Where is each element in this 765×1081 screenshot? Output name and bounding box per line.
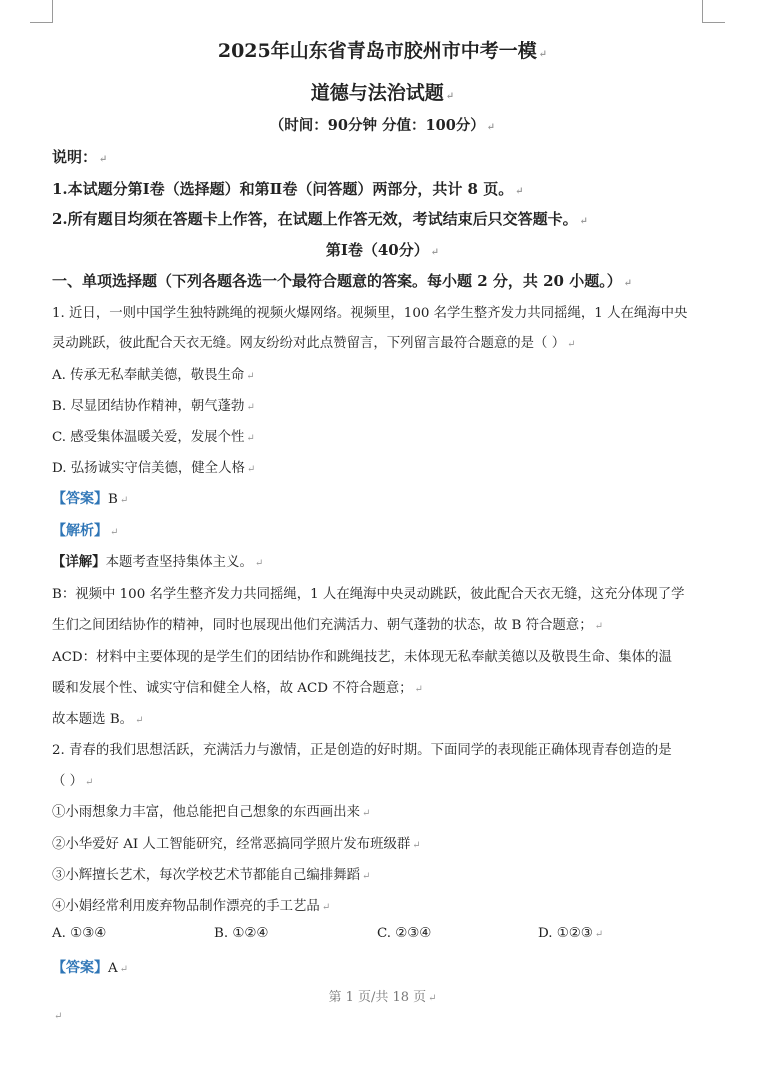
q1-option-d: D. 弘扬诚实守信美德，健全人格 ↵ (52, 461, 256, 476)
crop-mark-top-right (702, 0, 725, 23)
section-heading: 一、单项选择题（下列各题各选一个最符合题意的答案。每小题 2 分，共 20 小题。） ↵ (52, 272, 633, 290)
crop-mark-top-left (30, 0, 53, 23)
q1-option-a: A. 传承无私奉献美德，敬畏生命 ↵ (52, 368, 255, 383)
q1-conclusion: 故本题选 B。 ↵ (52, 712, 144, 727)
q1-stem-line2: 灵动跳跃，彼此配合天衣无缝。网友纷纷对此点赞留言，下列留言最符合题意的是（ ） ↵ (52, 336, 576, 351)
q2-option-d: D. ①②③ ↵ (538, 926, 604, 941)
q2-stem-line2: （ ） ↵ (52, 774, 94, 789)
q2-stem-line1: 2. 青春的我们思想活跃，充满活力与激情，正是创造的好时期。下面同学的表现能正确体现青春创造的是 (52, 743, 672, 758)
instruction-item-2: 2.所有题目均须在答题卡上作答，在试题上作答无效，考试结束后只交答题卡。 ↵ (52, 210, 589, 228)
q2-option-b: B. ①②④ (214, 926, 269, 941)
document-title: 2025年山东省青岛市胶州市中考一模 ↵ (217, 40, 548, 62)
page-number: 第 1 页/共 18 页 ↵ (328, 990, 437, 1005)
instruction-item-1: 1.本试题分第Ⅰ卷（选择题）和第Ⅱ卷（问答题）两部分，共计 8 页。 ↵ (52, 180, 524, 198)
q2-item-2: ②小华爱好 AI 人工智能研究，经常恶搞同学照片发布班级群 ↵ (52, 837, 421, 852)
part-heading: 第Ⅰ卷（40分） ↵ (325, 241, 440, 259)
document-subtitle: 道德与法治试题 ↵ (310, 82, 455, 104)
q1-option-b: B. 尽显团结协作精神，朝气蓬勃 ↵ (52, 399, 255, 414)
q1-answer: 【答案】B ↵ (52, 491, 129, 507)
q1-analysis-label: 【解析】 ↵ (52, 523, 119, 539)
exam-meta: （时间：90分钟 分值：100分） ↵ (269, 117, 496, 134)
instructions-label: 说明： ↵ (52, 148, 108, 166)
q1-stem-line1: 1. 近日，一则中国学生独特跳绳的视频火爆网络。视频里，100 名学生整齐发力共同摇绳，1 人在绳海中央 (52, 306, 688, 321)
q2-answer: 【答案】A ↵ (52, 960, 129, 976)
q1-exp1-line2: 生们之间团结协作的精神，同时也展现出他们充满活力、朝气蓬勃的状态，故 B 符合题意； ↵ (52, 618, 603, 633)
q2-option-a: A. ①③④ (52, 926, 107, 941)
q1-exp2-line2: 暖和发展个性、诚实守信和健全人格，故 ACD 不符合题意； ↵ (52, 681, 423, 696)
q1-option-c: C. 感受集体温暖关爱，发展个性 ↵ (52, 430, 255, 445)
q2-item-3: ③小辉擅长艺术，每次学校艺术节都能自己编排舞蹈 ↵ (52, 868, 371, 883)
q1-detail: 【详解】本题考查坚持集体主义。 ↵ (52, 554, 264, 570)
q1-exp1-line1: B：视频中 100 名学生整齐发力共同摇绳，1 人在绳海中央灵动跳跃，彼此配合天衣无缝，这充分体现了学 (52, 587, 685, 602)
paragraph-mark: ↵ (54, 1011, 63, 1022)
q2-item-1: ①小雨想象力丰富，他总能把自己想象的东西画出来 ↵ (52, 805, 371, 820)
q2-option-c: C. ②③④ (377, 926, 432, 941)
q2-item-4: ④小娟经常利用废弃物品制作漂亮的手工艺品 ↵ (52, 899, 331, 914)
q1-exp2-line1: ACD：材料中主要体现的是学生们的团结协作和跳绳技艺，未体现无私奉献美德以及敬畏生命、集体的温 (52, 650, 672, 665)
